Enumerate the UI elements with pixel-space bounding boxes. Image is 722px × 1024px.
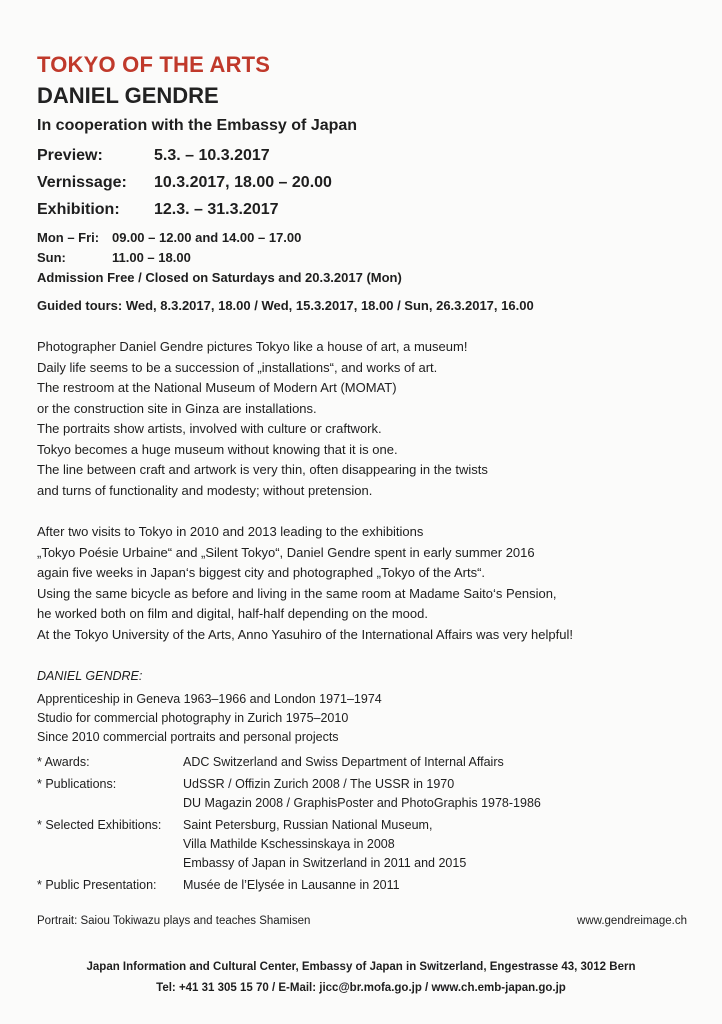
paragraph-line: Tokyo becomes a huge museum without knowing that it is one. — [37, 441, 398, 457]
fact-values — [183, 753, 504, 772]
fact-value: Saint Petersburg, Russian National Museum, — [183, 818, 433, 832]
paragraph-line: The portraits show artists, involved with culture or craftwork. — [37, 421, 382, 436]
paragraph-line: he worked both on film and digital, half-half depending on the mood. — [37, 606, 428, 621]
exhibition-value: 12.3. – 31.3.2017 — [154, 201, 279, 218]
exhibition-label: Exhibition: — [37, 201, 120, 218]
fact-values — [183, 775, 541, 813]
exhibition-title: TOKYO OF THE ARTS — [37, 52, 271, 77]
fact-presentation — [37, 876, 687, 895]
exhibition-row — [37, 196, 687, 223]
fact-publications — [37, 775, 687, 813]
fact-exhibitions — [37, 816, 687, 873]
bio-heading: DANIEL GENDRE: — [37, 669, 143, 683]
paragraph-line: again five weeks in Japan‘s biggest city and photographed „Tokyo of the Arts“. — [37, 565, 486, 580]
paragraph-line: and turns of functionality and modesty; without pretension. — [37, 482, 373, 498]
bio-line: Since 2010 commercial portraits and personal projects — [37, 730, 339, 744]
paragraph-line: At the Tokyo University of the Arts, Anno Yasuhiro of the International Affairs was very helpful! — [37, 626, 573, 642]
fact-value: Villa Mathilde Kschessinskaya in 2008 — [183, 837, 395, 851]
weekday-hours-row — [37, 228, 687, 248]
preview-row — [37, 142, 687, 169]
portrait-caption: Portrait: Saiou Tokiwazu plays and teaches Shamisen — [37, 915, 311, 927]
paragraph-line: After two visits to Tokyo in 2010 and 2013 leading to the exhibitions — [37, 524, 424, 539]
paragraph-line: „Tokyo Poésie Urbaine“ and „Silent Tokyo“, Daniel Gendre spent in early summer 2016 — [37, 544, 535, 560]
fact-label: * Public Presentation: — [37, 878, 157, 892]
fact-values — [183, 876, 400, 895]
flyer-body — [37, 52, 687, 927]
sunday-hours-row — [37, 248, 687, 268]
artist-name: DANIEL GENDRE — [37, 83, 219, 108]
paragraph-line: Photographer Daniel Gendre pictures Tokyo like a house of art, a museum! — [37, 339, 468, 354]
fact-value: DU Magazin 2008 / GraphisPoster and PhotoGraphis 1978-1986 — [183, 796, 541, 810]
vernissage-value: 10.3.2017, 18.00 – 20.00 — [154, 174, 332, 191]
sunday-value: 11.00 – 18.00 — [112, 250, 191, 265]
bio-line: Studio for commercial photography in Zurich 1975–2010 — [37, 711, 349, 725]
paragraph-line: Daily life seems to be a succession of „installations“, and works of art. — [37, 359, 438, 375]
weekday-label: Mon – Fri: — [37, 230, 100, 245]
description-paragraph-1 — [37, 337, 687, 501]
fact-value: Musée de l’Elysée in Lausanne in 2011 — [183, 878, 400, 892]
fact-value: Embassy of Japan in Switzerland in 2011 and 2015 — [183, 856, 467, 870]
contact-address: Japan Information and Cultural Center, Embassy of Japan in Switzerland, Engestrasse 43, 3012 Bern — [86, 961, 636, 973]
bio-line: Apprenticeship in Geneva 1963–1966 and London 1971–1974 — [37, 692, 382, 706]
vernissage-label: Vernissage: — [37, 174, 127, 191]
description-paragraph-2 — [37, 522, 687, 645]
opening-hours — [37, 228, 687, 268]
dates-block — [37, 142, 687, 223]
cooperation-line: In cooperation with the Embassy of Japan — [37, 117, 358, 134]
fact-awards — [37, 753, 687, 772]
paragraph-line: Using the same bicycle as before and living in the same room at Madame Saito‘s Pension, — [37, 585, 557, 601]
fact-label: * Awards: — [37, 755, 90, 769]
fact-label: * Selected Exhibitions: — [37, 818, 162, 832]
vernissage-row — [37, 169, 687, 196]
preview-label: Preview: — [37, 147, 103, 164]
fact-value: UdSSR / Offizin Zurich 2008 / The USSR in 1970 — [183, 777, 455, 791]
weekday-value: 09.00 – 12.00 and 14.00 – 17.00 — [112, 230, 302, 245]
website-link[interactable]: www.gendreimage.ch — [577, 915, 687, 927]
paragraph-line: The line between craft and artwork is very thin, often disappearing in the twists — [37, 462, 488, 477]
bio-facts — [37, 753, 687, 895]
admission-note: Admission Free / Closed on Saturdays and 20.3.2017 (Mon) — [37, 270, 402, 285]
fact-label: * Publications: — [37, 777, 117, 791]
sunday-label: Sun: — [37, 250, 66, 265]
guided-tours: Guided tours: Wed, 8.3.2017, 18.00 / Wed, 15.3.2017, 18.00 / Sun, 26.3.2017, 16.00 — [37, 298, 534, 313]
fact-values — [183, 816, 466, 873]
contact-details: Tel: +41 31 305 15 70 / E-Mail: jicc@br.mofa.go.jp / www.ch.emb-japan.go.jp — [156, 982, 566, 994]
preview-value: 5.3. – 10.3.2017 — [154, 147, 270, 164]
paragraph-line: The restroom at the National Museum of Modern Art (MOMAT) — [37, 380, 397, 395]
bio-lines — [37, 690, 687, 747]
contact-footer — [0, 957, 722, 999]
caption-row — [37, 915, 687, 927]
fact-value: ADC Switzerland and Swiss Department of Internal Affairs — [183, 755, 504, 769]
paragraph-line: or the construction site in Ginza are installations. — [37, 400, 317, 416]
